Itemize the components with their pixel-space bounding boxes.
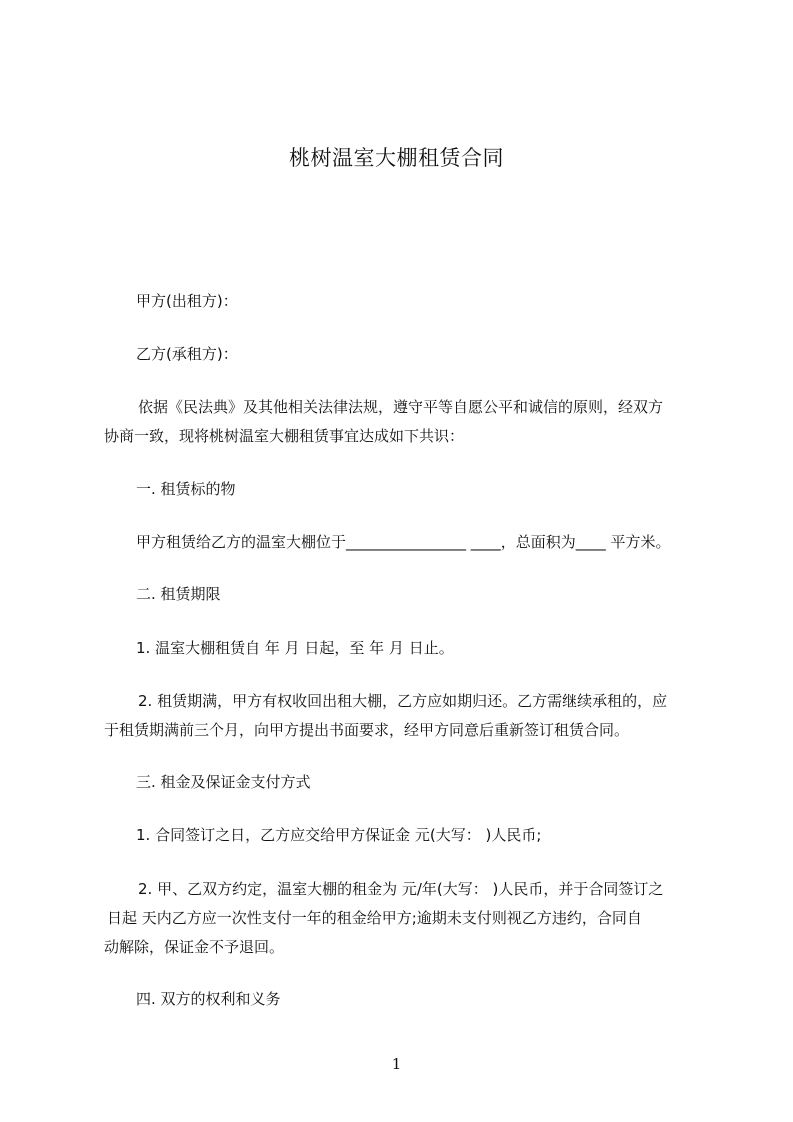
party-b-line: 乙方(承租方)：: [136, 345, 238, 363]
section-1-text: 甲方租赁给乙方的温室大棚位于________________ ____，总面积为____ 平方米。: [136, 533, 671, 551]
section-3-item-1: 1. 合同签订之日，乙方应交给甲方保证金 元(大写： )人民币;: [136, 826, 542, 844]
preamble-line-1: 依据《民法典》及其他相关法律法规，遵守平等自愿公平和诚信的原则，经双方: [138, 398, 664, 416]
section-4-heading: 四. 双方的权利和义务: [136, 990, 281, 1008]
section-2-item-2-line-1: 2. 租赁期满，甲方有权收回出租大棚，乙方应如期归还。乙方需继续承租的，应: [138, 692, 668, 710]
section-3-heading: 三. 租金及保证金支付方式: [136, 773, 311, 791]
section-3-item-2-line-2: 日起 天内乙方应一次性支付一年的租金给甲方;逾期未支付则视乙方违约，合同自: [107, 909, 642, 927]
page-number: 1: [391, 1055, 402, 1073]
section-1-heading: 一. 租赁标的物: [136, 480, 236, 498]
document-title: 桃树温室大棚租赁合同: [289, 146, 504, 170]
preamble-line-2: 协商一致，现将桃树温室大棚租赁事宜达成如下共识：: [104, 427, 465, 445]
section-2-item-1: 1. 温室大棚租赁自 年 月 日起，至 年 月 日止。: [136, 639, 454, 657]
section-2-heading: 二. 租赁期限: [136, 585, 221, 603]
section-3-item-2-line-3: 动解除，保证金不予退回。: [104, 938, 285, 956]
section-3-item-2-line-1: 2. 甲、乙双方约定，温室大棚的租金为 元/年(大写： )人民币，并于合同签订之: [138, 880, 664, 898]
section-2-item-2-line-2: 于租赁期满前三个月，向甲方提出书面要求，经甲方同意后重新签订租赁合同。: [104, 721, 630, 739]
party-a-line: 甲方(出租方)：: [136, 292, 238, 310]
